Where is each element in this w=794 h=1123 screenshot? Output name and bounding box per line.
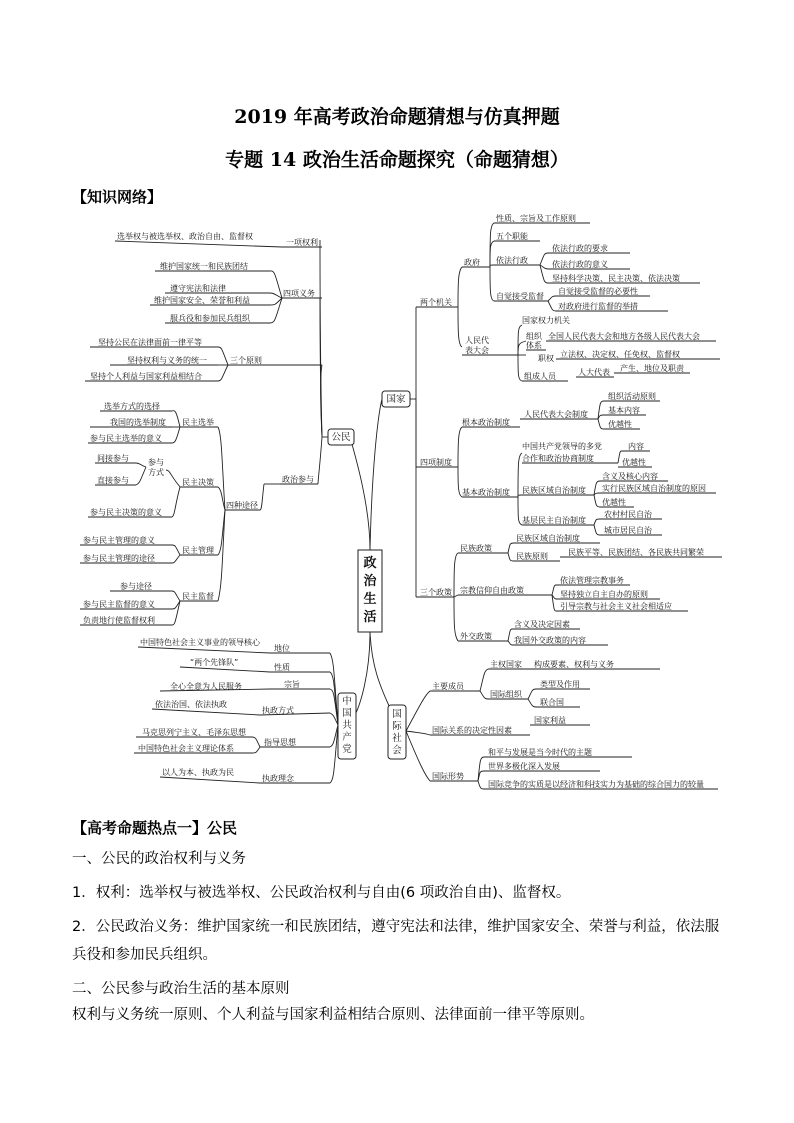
supervision-1: 参与途径 bbox=[120, 582, 152, 591]
party-char-2: 国 bbox=[342, 708, 352, 719]
state-node: 国家 bbox=[386, 394, 406, 405]
intl-situation-2: 世界多极化深入发展 bbox=[488, 762, 560, 771]
principle-3: 坚持个人利益与国家利益相结合 bbox=[90, 372, 202, 381]
autonomy-1: 含义及核心内容 bbox=[602, 472, 658, 481]
principle-1: 坚持公民在法律面前一律平等 bbox=[98, 338, 202, 347]
intl-sovereign-label: 主权国家 bbox=[490, 660, 522, 669]
npc-system-label: 人民代表大会制度 bbox=[524, 410, 588, 419]
hotspot-para-4: 二、公民参与政治生活的基本原则 bbox=[72, 981, 290, 997]
page-title: 2019 年高考政治命题猜想与仿真押题 bbox=[234, 106, 560, 128]
government-label: 政府 bbox=[464, 258, 480, 267]
foreign-2: 我国外交政策的内容 bbox=[514, 636, 586, 645]
party-ideology-label: 指导思想 bbox=[264, 738, 296, 747]
decision-3: 参与民主决策的意义 bbox=[90, 508, 162, 517]
duty-2: 遵守宪法和法律 bbox=[170, 284, 226, 293]
intl-members-label: 主要成员 bbox=[432, 682, 464, 691]
rights-label: 一项权利 bbox=[286, 238, 318, 247]
cppcc-1: 中国共产党领导的多党 bbox=[522, 442, 602, 451]
page-subtitle: 专题 14 政治生活命题探究（命题猜想） bbox=[225, 149, 569, 171]
npc-label-2: 表大会 bbox=[465, 346, 489, 355]
intl-char-1: 国 bbox=[392, 709, 402, 720]
law-admin-2: 依法行政的意义 bbox=[552, 260, 608, 269]
supervision-gov-label: 自觉接受监督 bbox=[496, 292, 544, 301]
party-nature-label: 性质 bbox=[274, 663, 290, 672]
religion-1: 依法管理宗教事务 bbox=[560, 576, 624, 585]
principles-label: 三个原则 bbox=[230, 356, 262, 365]
grassroots-label: 基层民主自治制度 bbox=[522, 516, 586, 525]
supervision-3: 负责地行使监督权利 bbox=[83, 616, 155, 625]
intl-situation-label: 国际形势 bbox=[432, 772, 464, 781]
intl-char-3: 社 bbox=[392, 733, 402, 744]
management-1: 参与民主管理的意义 bbox=[83, 536, 155, 545]
party-ideology-2: 中国特色社会主义理论体系 bbox=[138, 744, 234, 753]
gov-sup-2: 对政府进行监督的举措 bbox=[558, 302, 638, 311]
npc-power-leaf: 立法权、决定权、任免权、监督权 bbox=[560, 350, 680, 359]
root-system-label: 根本政治制度 bbox=[462, 418, 510, 427]
ethnic-principle-label: 民族原则 bbox=[516, 552, 548, 561]
party-purpose-leaf: 全心全意为人民服务 bbox=[170, 682, 242, 691]
npc-org-2: 体系 bbox=[526, 341, 542, 350]
decision-method-1: 参与 bbox=[148, 458, 164, 467]
intl-relations-leaf: 国家利益 bbox=[534, 716, 566, 725]
foreign-1: 含义及决定因素 bbox=[514, 620, 570, 629]
ethnic-principle-leaf: 民族平等、民族团结、各民族共同繁荣 bbox=[568, 548, 704, 557]
decision-label: 民主决策 bbox=[182, 478, 214, 487]
duty-1: 维护国家统一和民族团结 bbox=[160, 262, 248, 271]
grassroots-1: 农村村民自治 bbox=[604, 510, 652, 519]
hotspot-heading: 【高考命题热点一】公民 bbox=[72, 819, 238, 837]
three-policies-label: 三个政策 bbox=[420, 588, 452, 597]
intl-relations-label: 国际关系的决定性因素 bbox=[432, 726, 512, 735]
npc-label-1: 人民代 bbox=[465, 336, 489, 345]
party-char-1: 中 bbox=[342, 696, 352, 707]
autonomy-label: 民族区域自治制度 bbox=[522, 486, 586, 495]
party-char-4: 产 bbox=[342, 732, 352, 743]
npc-org-leaf: 全国人民代表大会和地方各级人民代表大会 bbox=[548, 332, 700, 341]
intl-orgs-label: 国际组织 bbox=[490, 690, 522, 699]
supervision-label: 民主监督 bbox=[182, 592, 214, 601]
religion-3: 引导宗教与社会主义社会相适应 bbox=[560, 602, 672, 611]
intl-sovereign-leaf: 构成要素、权利与义务 bbox=[534, 660, 614, 669]
intl-orgs-2: 联合国 bbox=[540, 698, 564, 707]
duty-3: 维护国家安全、荣誉和利益 bbox=[154, 296, 250, 305]
npc-member-label: 组成人员 bbox=[524, 372, 556, 381]
grassroots-2: 城市居民自治 bbox=[604, 526, 652, 535]
election-2: 我国的选举制度 bbox=[110, 418, 166, 427]
party-char-3: 共 bbox=[342, 720, 352, 731]
autonomy-3: 优越性 bbox=[602, 498, 626, 507]
principle-2: 坚持权利与义务的统一 bbox=[127, 356, 207, 365]
election-3: 参与民主选举的意义 bbox=[90, 434, 162, 443]
party-char-5: 党 bbox=[342, 744, 352, 755]
intl-char-4: 会 bbox=[392, 745, 402, 756]
decision-method-2: 方式 bbox=[148, 468, 164, 477]
party-purpose-label: 宗旨 bbox=[284, 680, 300, 689]
npc-member-leaf: 产生、地位及职责 bbox=[620, 364, 684, 373]
intl-situation-1: 和平与发展是当今时代的主题 bbox=[488, 748, 592, 757]
hotspot-para-5: 权利与义务统一原则、个人利益与国家利益相结合原则、法律面前一律平等原则。 bbox=[72, 1007, 594, 1023]
management-2: 参与民主管理的途径 bbox=[83, 554, 155, 563]
center-char-4: 活 bbox=[363, 610, 377, 625]
basic-system-label: 基本政治制度 bbox=[462, 488, 510, 497]
npc-org-1: 组织 bbox=[526, 332, 542, 341]
party-ideology-1: 马克思列宁主义、毛泽东思想 bbox=[142, 728, 246, 737]
law-admin-label: 依法行政 bbox=[496, 256, 528, 265]
hotspot-para-1: 一、公民的政治权利与义务 bbox=[72, 851, 246, 867]
npc-system-1: 组织活动原则 bbox=[608, 392, 656, 401]
center-char-1: 政 bbox=[363, 556, 377, 571]
rights-leaf: 选举权与被选举权、政治自由、监督权 bbox=[117, 232, 253, 241]
cppcc-leaf-2: 优越性 bbox=[622, 458, 646, 467]
gov-sup-1: 自觉接受监督的必要性 bbox=[558, 287, 638, 296]
party-nature-leaf: “两个先锋队” bbox=[190, 658, 239, 667]
party-governing-leaf: 依法治国、依法执政 bbox=[155, 700, 227, 709]
party-concept-label: 执政理念 bbox=[262, 774, 294, 783]
center-char-2: 治 bbox=[363, 574, 377, 589]
party-position-label: 地位 bbox=[274, 644, 290, 653]
intl-situation-3: 国际竞争的实质是以经济和科技实力为基础的综合国力的较量 bbox=[488, 780, 704, 789]
knowledge-mind-map bbox=[0, 205, 794, 805]
intl-orgs-1: 类型及作用 bbox=[540, 680, 580, 689]
intl-char-2: 际 bbox=[392, 721, 402, 732]
npc-power-label: 职权 bbox=[538, 354, 554, 363]
religion-policy-label: 宗教信仰自由政策 bbox=[460, 586, 524, 595]
election-label: 民主选举 bbox=[182, 418, 214, 427]
npc-member-mid: 人大代表 bbox=[578, 368, 610, 377]
duty-4: 服兵役和参加民兵组织 bbox=[170, 314, 250, 323]
two-organs-label: 两个机关 bbox=[420, 298, 452, 307]
hotspot-para-2: 1．权利：选举权与被选举权、公民政治权利与自由(6 项政治自由)、监督权。 bbox=[72, 885, 571, 901]
four-systems-label: 四项制度 bbox=[420, 458, 452, 467]
duties-label: 四项义务 bbox=[283, 289, 315, 298]
cppcc-leaf-1: 内容 bbox=[628, 442, 644, 451]
section-label: 【知识网络】 bbox=[72, 188, 163, 206]
four-ways-label: 四种途径 bbox=[226, 501, 258, 510]
npc-system-2: 基本内容 bbox=[608, 406, 640, 415]
center-char-3: 生 bbox=[363, 592, 377, 607]
ethnic-policy-label: 民族政策 bbox=[460, 544, 492, 553]
supervision-2: 参与民主监督的意义 bbox=[83, 600, 155, 609]
npc-system-3: 优越性 bbox=[608, 420, 632, 429]
party-position-leaf: 中国特色社会主义事业的领导核心 bbox=[140, 638, 260, 647]
participation-label: 政治参与 bbox=[282, 475, 314, 484]
management-label: 民主管理 bbox=[182, 546, 214, 555]
party-concept-leaf: 以人为本、执政为民 bbox=[162, 768, 234, 777]
hotspot-para-3: 2．公民政治义务：维护国家统一和民族团结，遵守宪法和法律，维护国家安全、荣誉与利益，依法服兵役和参加民兵组织。 bbox=[72, 919, 720, 963]
religion-2: 坚持独立自主自办的原则 bbox=[560, 590, 648, 599]
gov-leaf-1: 性质、宗旨及工作原则 bbox=[496, 214, 576, 223]
law-admin-1: 依法行政的要求 bbox=[552, 244, 608, 253]
citizen-node: 公民 bbox=[331, 432, 351, 443]
cppcc-2: 合作和政治协商制度 bbox=[522, 454, 594, 463]
foreign-policy-label: 外交政策 bbox=[460, 632, 492, 641]
party-governing-label: 执政方式 bbox=[262, 706, 294, 715]
election-1: 选举方式的选择 bbox=[104, 402, 160, 411]
npc-leaf-1: 国家权力机关 bbox=[522, 316, 570, 325]
decision-2: 直接参与 bbox=[97, 476, 129, 485]
decision-1: 间接参与 bbox=[97, 454, 129, 463]
law-admin-3: 坚持科学决策、民主决策、依法决策 bbox=[552, 274, 680, 283]
gov-leaf-2: 五个职能 bbox=[496, 232, 528, 241]
autonomy-2: 实行民族区域自治制度的原因 bbox=[602, 484, 706, 493]
ethnic-leaf-1: 民族区域自治制度 bbox=[516, 534, 580, 543]
